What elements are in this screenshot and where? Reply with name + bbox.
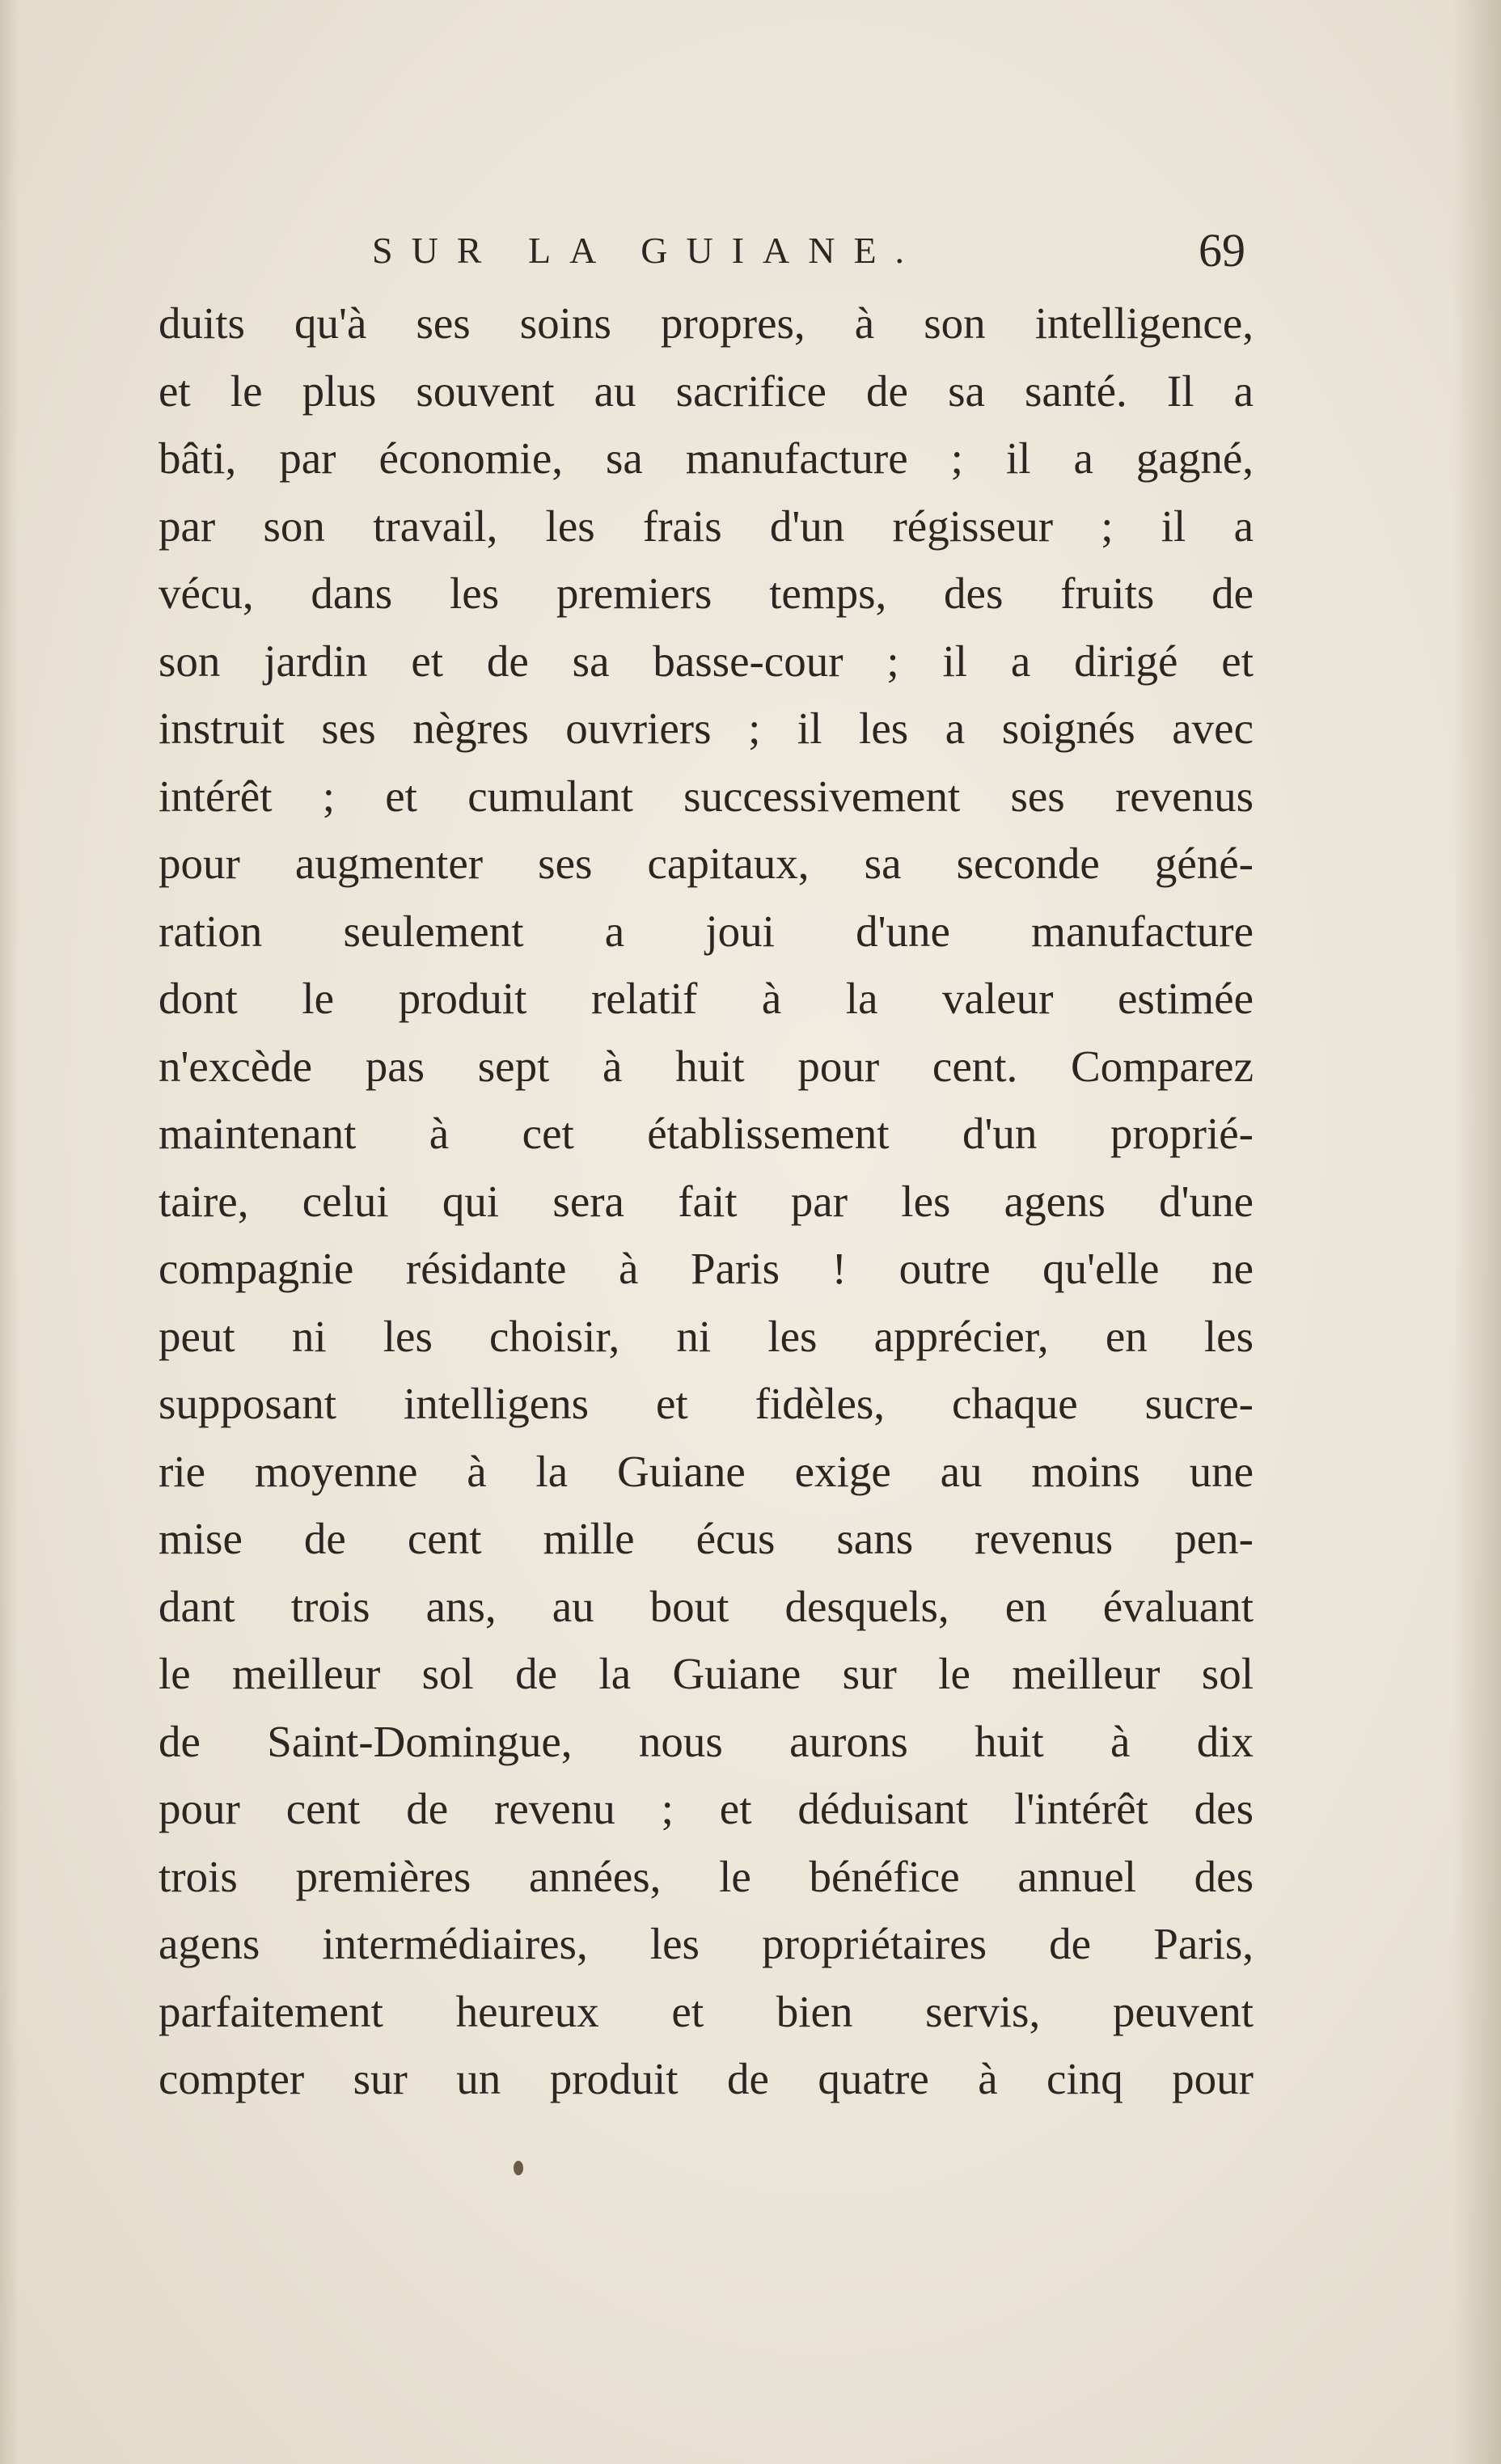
text-line: rie moyenne à la Guiane exige au moins une [159,1446,1254,1496]
text-line: pour augmenter ses capitaux, sa seconde géné- [159,839,1254,888]
text-line: peut ni les choisir, ni les apprécier, en les [159,1311,1254,1361]
text-line: trois premières années, le bénéfice annuel des [159,1851,1254,1901]
text-line: dant trois ans, au bout desquels, en évaluant [159,1581,1254,1631]
text-line: agens intermédiaires, les propriétaires de Paris, [159,1919,1254,1968]
running-head [372,218,1245,283]
body-text [159,290,1254,2113]
text-line: le meilleur sol de la Guiane sur le meilleur sol [159,1649,1254,1698]
text-line: pour cent de revenu ; et déduisant l'intérêt des [159,1784,1254,1833]
ink-spot [514,2161,523,2175]
text-line: mise de cent mille écus sans revenus pen- [159,1514,1254,1563]
page-edge-shadow [1452,0,1501,2464]
text-line: et le plus souvent au sacrifice de sa santé. Il a [159,366,1254,416]
text-line: taire, celui qui sera fait par les agens d'une [159,1176,1254,1226]
text-line: parfaitement heureux et bien servis, peuvent [159,1986,1254,2036]
text-line: vécu, dans les premiers temps, des fruits de [159,568,1254,618]
text-line: compter sur un produit de quatre à cinq pour [159,2054,1254,2103]
running-title: SUR LA GUIANE. [372,230,924,271]
text-line: compagnie résidante à Paris ! outre qu'elle ne [159,1244,1254,1293]
text-line: duits qu'à ses soins propres, à son intelligence, [159,298,1254,348]
text-line: par son travail, les frais d'un régisseur ; il a [159,501,1254,551]
page-gutter-shadow [0,0,19,2464]
text-line: supposant intelligens et fidèles, chaque sucre- [159,1379,1254,1428]
text-line: ration seulement a joui d'une manufacture [159,906,1254,956]
text-line: dont le produit relatif à la valeur estimée [159,974,1254,1023]
text-line: bâti, par économie, sa manufacture ; il a gagné, [159,433,1254,483]
text-line: maintenant à cet établissement d'un proprié- [159,1109,1254,1158]
text-line: instruit ses nègres ouvriers ; il les a soignés avec [159,704,1254,753]
page-number: 69 [1199,224,1245,277]
text-line: de Saint-Domingue, nous aurons huit à dix [159,1716,1254,1766]
text-line: son jardin et de sa basse-cour ; il a dirigé et [159,636,1254,686]
text-line: intérêt ; et cumulant successivement ses revenus [159,771,1254,821]
text-line: n'excède pas sept à huit pour cent. Comparez [159,1041,1254,1091]
